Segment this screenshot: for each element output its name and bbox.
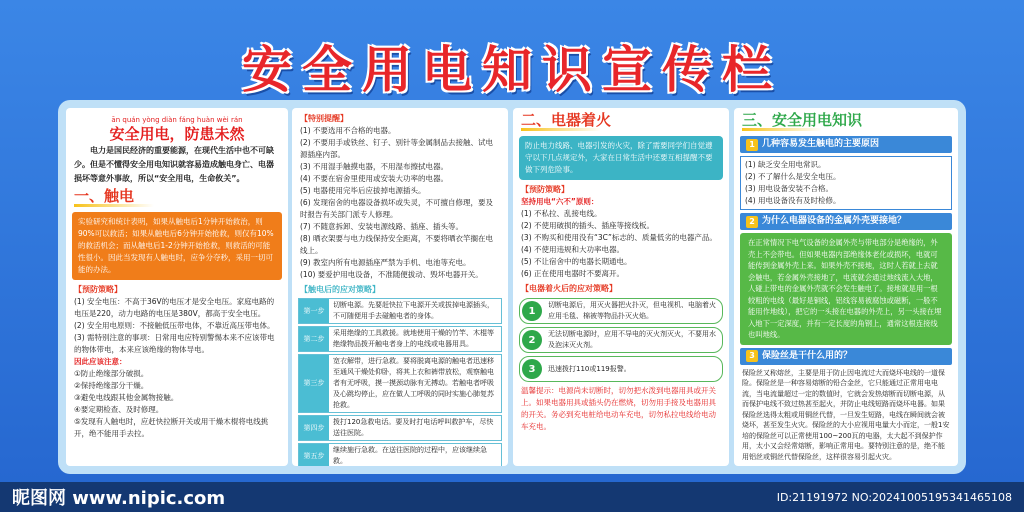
fire-step (519, 327, 723, 353)
step-number: 1 (522, 301, 542, 321)
section-title-knowledge: 三、安全用电知识 (734, 112, 958, 133)
panel-electric-shock (66, 108, 288, 466)
answer-box (740, 156, 952, 210)
prevent-item: (3) 需特别注意的事项：日常用电应特别警惕本来不应该带电的物体带电，本来应该绝缘的物体导电。 (74, 333, 275, 354)
watermark-bar (0, 482, 1024, 512)
panel-safety-knowledge (734, 108, 958, 466)
tip-item: (7) 不随意拆卸、安装电源线路、插座、插头等。 (300, 222, 464, 231)
step-text: 无法切断电源时，应用不导电的灭火剂灭火，不要用水及泡沫灭火剂。 (548, 330, 716, 349)
step-text: 采用绝缘的工具救援。就地使用干燥的竹竿、木棍等绝缘物品拨开触电者身上的电线或电器用具。 (333, 329, 494, 348)
list-item: ⑤发现有人触电时，应赶快拉断开关或用干燥木棍将电线挑开，绝不能用手去拉。 (74, 417, 269, 438)
list-item: ③避免电线跟其他金属物接触。 (74, 393, 179, 402)
question-text: 保险丝是干什么用的？ (762, 350, 853, 361)
question-text: 为什么电器设备的金属外壳要接地？ (762, 216, 907, 226)
prevent-item: (2) 安全用电原则：不接触低压带电体，不靠近高压带电体。 (74, 321, 275, 330)
question-header: 2 为什么电器设备的金属外壳要接地？ (740, 213, 952, 230)
page-title: 安全用电知识宣传栏 (242, 41, 782, 99)
response-step (298, 415, 502, 441)
step-text: 迅速拨打110或119报警。 (548, 364, 631, 373)
intro-text: 电力是国民经济的重要能源，在现代生活中也不可缺少。但是不懂得安全用电知识就容易造成触电身亡、电器损坏等意外事故，所以“安全用电，生命攸关”。 (74, 146, 274, 183)
step-text: 宽衣解带，进行急救。要将脱离电源的触电者迅速移至通风干燥处仰卧，将其上衣和裤带放松，观察触电者有无呼吸，摸一摸颈动脉有无搏动。若触电者呼吸及心跳均停止，应在做人工呼吸的同时实施心肺复苏抢救。 (333, 357, 494, 409)
tip-item: (5) 电器使用完毕后应拔掉电源插头。 (300, 186, 426, 195)
tip-item: (10) 要爱护用电设备，不准随便拔动、毁坏电器开关。 (300, 270, 483, 279)
answer-item: (3) 用电设备安装不合格。 (745, 184, 834, 193)
answer-fuse: 保险丝又称熔丝，主要是用于防止因电流过大而烧坏电线的一道保险。保险丝是一种容易熔断的铅合金丝，它只能通过正常用电电流，当电流量超过一定的数值时，它就会发热熔断而切断电源，从而保护电线不致过热甚至起火，并防止电线短路而烧坏电器。如果保险丝选得太粗或用铜丝代替，一旦发生短路，电线在瞬间就会被烧坏，甚至发生火灾。保险丝的大小应视用电量大小而定，一般1安培的保险丝可以正常使用100~200瓦的电器，太大起不到保护作用，太小又会经常熔断，影响正常用电。要特别注意的是，绝不能用铝丝或铜丝代替保险丝，这样很容易引起火灾。 (742, 368, 950, 461)
fire-step (519, 298, 723, 324)
step-label: 第四步 (299, 416, 329, 440)
reason-label: 因此应该注意： (74, 357, 127, 366)
step-label: 第五步 (299, 444, 329, 466)
tip-item: (2) 不要用手或铁丝、钉子、别针等金属制品去接触、试电源插座内部。 (300, 138, 494, 159)
tip-label: 【特别提醒】 (300, 114, 348, 123)
tip-item: (1) 不要选用不合格的电器。 (300, 126, 396, 135)
step-number: 3 (522, 359, 542, 379)
step-text: 拨打120急救电话。要及时打电话呼叫救护车，尽快送往医院。 (333, 418, 494, 437)
answer-item: (2) 不了解什么是安全电压。 (745, 172, 841, 181)
step-label: 第一步 (299, 299, 329, 323)
content-board (58, 100, 966, 474)
rule-item: (1) 不私拉、乱接电线。 (521, 209, 602, 218)
step-text: 继续施行急救。在送往医院的过程中，应该继续急救。 (333, 446, 487, 465)
rule-item: (3) 不购买和使用没有“3C”标志的、质量低劣的电器产品。 (521, 233, 717, 242)
list-item: ②保持绝缘部分干燥。 (74, 381, 149, 390)
slogan: 安全用电，防患未然 (109, 125, 245, 143)
rule-item: (2) 不使用破损的插头、插座等接线板。 (521, 221, 655, 230)
rule-item: (6) 正在使用电器时不要离开。 (521, 269, 625, 278)
response-step (298, 298, 502, 324)
fire-response-label: 【电器着火后的应对策略】 (521, 284, 617, 293)
step-number: 2 (522, 330, 542, 350)
answer-item: (1) 缺乏安全用电常识。 (745, 160, 826, 169)
question-header: 3 保险丝是干什么用的？ (740, 348, 952, 365)
prevent-item: (1) 安全电压：不高于36V的电压才是安全电压。家庭电路的电压是220，动力电路的电压是380V，都高于安全电压。 (74, 297, 275, 318)
prevent-label: 【预防策略】 (521, 185, 569, 194)
question-text: 几种容易发生触电的主要原因 (762, 139, 880, 149)
watermark-id: ID:21191972 NO:20241005195341465108 (776, 490, 1012, 504)
panel-reminders (292, 108, 508, 466)
panel-electrical-fire (513, 108, 729, 466)
shock-response-label: 【触电后的应对策略】 (300, 285, 380, 294)
tip-item: (4) 不要在宿舍里使用或安装大功率的电器。 (300, 174, 449, 183)
step-text: 切断电源。先要赶快拉下电源开关或拔掉电源插头，不可随便用手去碰触电者的身体。 (333, 301, 494, 320)
step-text: 切断电源后，用灭火器把火扑灭，但电视机、电脑着火应用毛毯、棉被等物品扑灭火焰。 (548, 301, 716, 320)
response-step (298, 326, 502, 352)
question-header: 1 几种容易发生触电的主要原因 (740, 136, 952, 153)
rule-item: (4) 不使用违规和大功率电器。 (521, 245, 625, 254)
tip-item: (8) 晒衣架要与电力线保持安全距离，不要将晒衣竿搁在电线上。 (300, 234, 494, 255)
tip-item: (9) 教室内所有电源插座严禁为手机、电池等充电。 (300, 258, 471, 267)
step-label: 第三步 (299, 355, 329, 412)
response-step (298, 354, 502, 413)
section-title-shock: 一、触电 (66, 188, 288, 209)
answer-grounding: 在正常情况下电气设备的金属外壳与带电部分是绝缘的，外壳上不会带电。但如果电器内部绝缘体老化或损坏，电就可能传到金属外壳上来。如果外壳不接地，这时人若就上去就会触电，若金属外壳接地了，电流就会通过地线流入大地，人碰上带电的金属外壳就不会发生触电了。接地就是用一根较粗的电线（最好是铜线，铝线容易被腐蚀或磁断，一般不能用作地线），把它的一头接在电器的外壳上，另一头接在埋入地下一定深度，并有一定长度的角钢上，通常这根连接线也叫地线。 (740, 233, 952, 345)
tip-item: (3) 不用湿手触摸电器，不用湿布擦拭电器。 (300, 162, 449, 171)
watermark-logo: 昵图网 www.nipic.com (12, 488, 226, 509)
step-label: 第二步 (299, 327, 329, 351)
response-step (298, 443, 502, 466)
rule-item: (5) 不让宿舍中的电器长期通电。 (521, 257, 632, 266)
warm-tip: 温馨提示：电源尚未切断时，切勿把水泼到电器用具或开关上。如果电器用具或插头仍在燃烧，切勿用手接及电器用具的开关。务必到充电桩给电动车充电，切勿私拉电线给电动车充电。 (521, 386, 716, 431)
six-rules-label: 坚持用电“六不”原则： (521, 197, 599, 206)
section-title-fire: 二、电器着火 (513, 112, 729, 133)
list-item: ④要定期检查、及时修理。 (74, 405, 164, 414)
list-item: ①防止绝缘部分破损。 (74, 369, 149, 378)
tip-item: (6) 发现宿舍的电器设备损坏或失灵，不可擅自修理，要及时报告有关部门派专人修理。 (300, 198, 494, 219)
answer-item: (4) 用电设备没有及时检修。 (745, 196, 841, 205)
prevent-label: 【预防策略】 (74, 285, 122, 294)
fire-intro-box: 防止电力线路、电器引发的火灾，除了需要同学们自觉遵守以下几点规定外，大家在日常生活中还要互相提醒不要做下列危险事。 (519, 136, 723, 180)
slogan-pinyin: ān quán yòng diàn fáng huàn wèi rán (111, 116, 243, 124)
fire-step (519, 356, 723, 382)
statistics-box: 实验研究和统计表明，如果从触电后1分钟开始救治，则90%可以救活；如果从触电后6分钟开始抢救，则仅有10%的救活机会；而从触电后1-2分钟开始抢救，则救活的可能性很小。因此当发现有人触电时，应争分夺秒，采用一切可能的办法。 (72, 212, 282, 280)
